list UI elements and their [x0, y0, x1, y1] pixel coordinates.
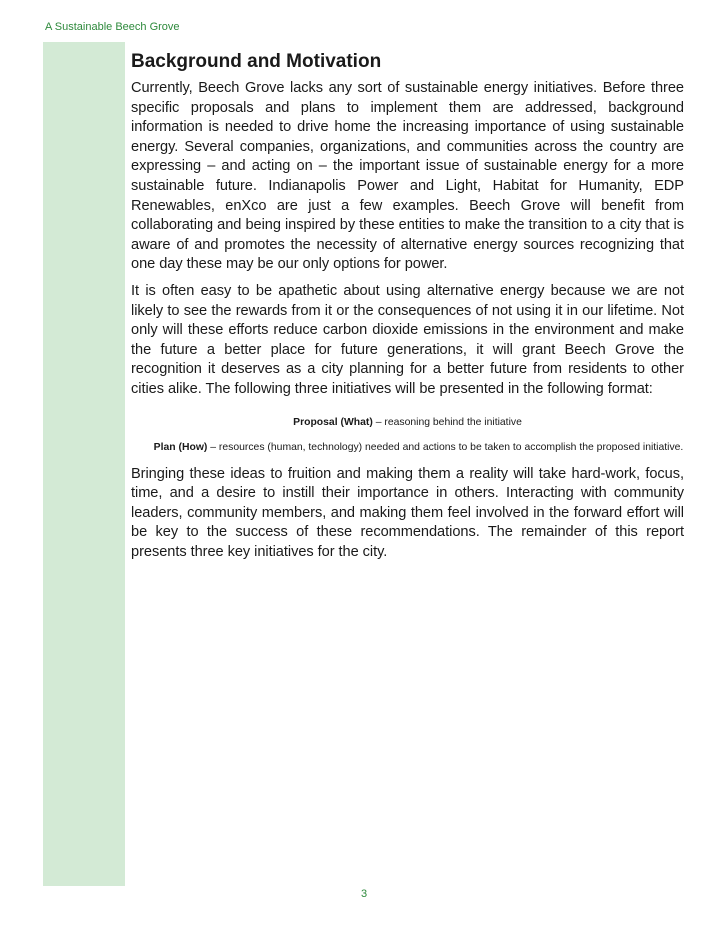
- section-heading: Background and Motivation: [131, 51, 382, 72]
- format-plan-desc: – resources (human, technology) needed and actions to be taken to accomplish the proposed initiative.: [207, 441, 684, 453]
- format-proposal-desc: – reasoning behind the initiative: [372, 416, 522, 428]
- format-plan-label: Plan (How): [153, 441, 208, 453]
- sidebar-band: [43, 42, 125, 886]
- paragraph-motivation: It is often easy to be apathetic about using alternative energy because we are not likely to see the rewards from it or the consequences of not using it in our lifetime. Not only will these efforts reduce carbon dioxide emissions in the environment and make the future a better place for future generations, it will grant Beech Grove the recognition it deserves as a city planning for a better future from residents to other cities alike. The following three initiatives will be presented in the following format:: [131, 282, 684, 397]
- format-proposal-line: [131, 415, 684, 430]
- paragraph-background: Currently, Beech Grove lacks any sort of sustainable energy initiatives. Before three specific proposals and plans to implement them are addressed, background information is needed to drive home the increasing importance of using sustainable energy. Several companies, organizations, and communities across the country are expressing – and acting on – the important issue of sustainable energy for a more sustainable future. Indianapolis Power and Light, Habitat for Humanity, EDP Renewables, enXco are just a few examples. Beech Grove will benefit from collaborating and being inspired by these entities to make the transition to a city that is aware of and promotes the necessity of alternative energy sources recognizing that one day these may be our only options for power.: [131, 80, 684, 273]
- page-content: [131, 50, 684, 569]
- format-proposal-label: Proposal (What): [293, 416, 373, 428]
- format-plan-line: [153, 440, 684, 455]
- paragraph-closing: Bringing these ideas to fruition and making them a reality will take hard-work, focus, time, and a desire to instill their importance in others. Interacting with community leaders, community members, and making them feel involved in the forward effort will be key to the success of these recommendations. The remainder of this report presents three key initiatives for the city.: [131, 465, 684, 560]
- page-number: 3: [360, 888, 368, 900]
- running-head: A Sustainable Beech Grove: [45, 21, 180, 33]
